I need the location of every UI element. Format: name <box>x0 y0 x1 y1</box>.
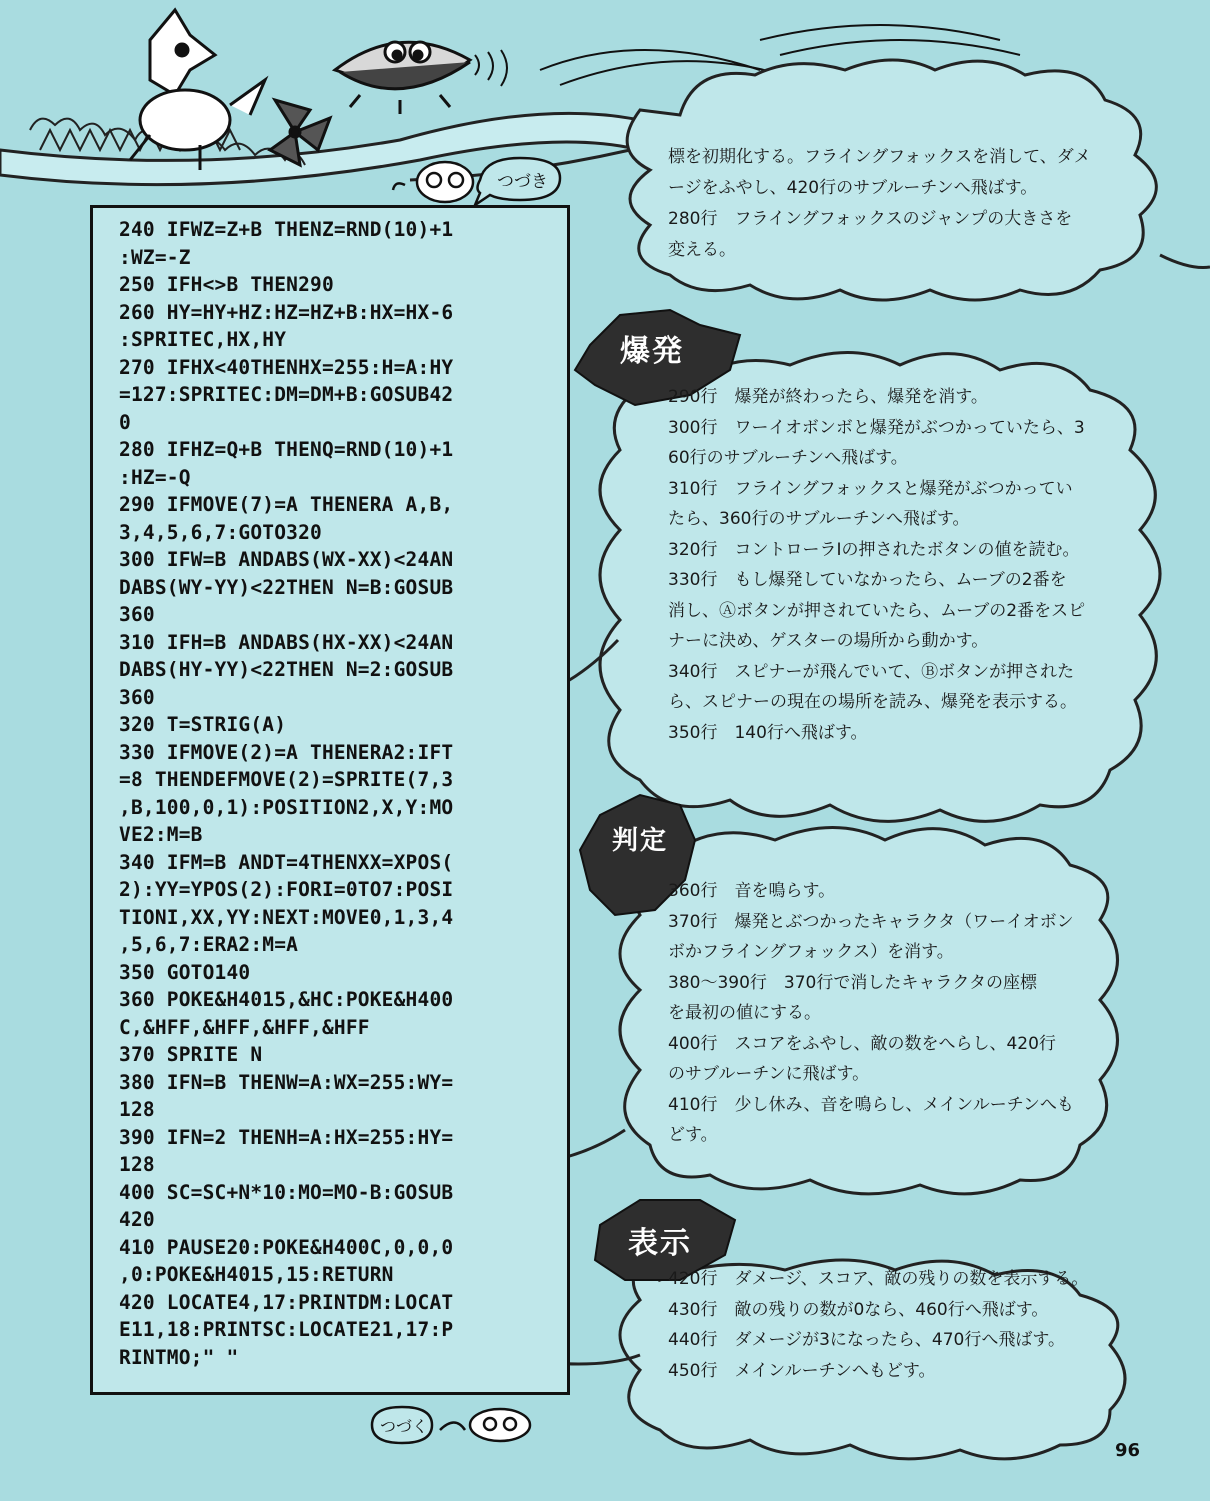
code-line: 330 IFMOVE(2)=A THENERA2:IFT <box>119 740 454 764</box>
code-line: RINTMO;" " <box>119 1345 239 1369</box>
continued-from-tag: つづき <box>497 172 548 192</box>
note-line: 280行 フライングフォックスのジャンプの大きさを <box>668 209 1073 229</box>
code-line: E11,18:PRINTSC:LOCATE21,17:P <box>119 1318 454 1341</box>
code-line: 320 T=STRIG(A) <box>119 713 287 736</box>
code-line: 360 POKE&H4015,&HC:POKE&H400 <box>119 988 454 1011</box>
code-line: 360 <box>119 603 155 626</box>
badge-hyouji: 表示 <box>628 1226 692 1261</box>
note-line: 420行 ダメージ、スコア、敵の残りの数を表示する。 <box>668 1269 1089 1289</box>
note-line: 360行 音を鳴らす。 <box>668 881 836 901</box>
badge-bakuhatsu: 爆発 <box>620 334 684 369</box>
code-line: 3,4,5,6,7:GOTO320 <box>119 520 322 544</box>
note-line: 310行 フライングフォックスと爆発がぶつかってい <box>668 478 1073 499</box>
code-line: VE2:M=B <box>119 823 203 846</box>
code-line: 350 GOTO140 <box>119 960 251 984</box>
code-line: 340 IFM=B ANDT=4THENXX=XPOS( <box>119 850 454 874</box>
code-line: 0 <box>119 410 131 434</box>
code-line: 128 <box>119 1153 155 1176</box>
code-line: 310 IFH=B ANDABS(HX-XX)<24AN <box>119 630 454 654</box>
code-line: 410 PAUSE20:POKE&H400C,0,0,0 <box>119 1235 454 1259</box>
note-line: 330行 もし爆発していなかったら、ムーブの2番を <box>668 570 1067 590</box>
code-line: 128 <box>119 1098 155 1121</box>
code-line: 420 <box>119 1208 155 1231</box>
note-line: 410行 少し休み、音を鳴らし、メインルーチンへも <box>668 1094 1074 1115</box>
code-line: ,B,100,0,1):POSITION2,X,Y:MO <box>119 795 454 819</box>
code-line: ,0:POKE&H4015,15:RETURN <box>119 1263 394 1286</box>
code-line: :HZ=-Q <box>119 465 191 489</box>
note-line: ージをふやし、420行のサブルーチンへ飛ばす。 <box>668 178 1038 198</box>
note-line: 400行 スコアをふやし、敵の数をへらし、420行 <box>668 1033 1056 1054</box>
note-line: たら、360行のサブルーチンへ飛ばす。 <box>668 509 970 529</box>
note-line: 440行 ダメージが3になったら、470行へ飛ばす。 <box>668 1330 1066 1350</box>
note-line: 変える。 <box>668 240 736 260</box>
code-line: 380 IFN=B THENW=A:WX=255:WY= <box>119 1070 454 1094</box>
code-line: 270 IFHX<40THENHX=255:H=A:HY <box>119 355 454 379</box>
code-line: DABS(WY-YY)<22THEN N=B:GOSUB <box>119 575 454 599</box>
code-line: DABS(HY-YY)<22THEN N=2:GOSUB <box>119 658 454 681</box>
page-number: 96 <box>1115 1440 1141 1461</box>
beetle-icon <box>335 42 507 114</box>
note-line: 標を初期化する。フライングフォックスを消して、ダメ <box>668 147 1091 167</box>
code-line: 300 IFW=B ANDABS(WX-XX)<24AN <box>119 548 454 571</box>
code-line: 360 <box>119 685 155 709</box>
snail-icon <box>440 1409 530 1441</box>
badge-hantei: 判定 <box>612 826 669 856</box>
continued-to-tag: つづく <box>380 1417 429 1436</box>
bakuhatsu-note <box>668 382 1085 748</box>
code-line: =127:SPRITEC:DM=DM+B:GOSUB42 <box>119 383 454 406</box>
note-line: のサブルーチンに飛ばす。 <box>668 1064 870 1084</box>
note-line: 320行 コントローラⅠの押されたボタンの値を読む。 <box>668 539 1080 560</box>
code-line: TIONI,XX,YY:NEXT:MOVE0,1,3,4 <box>119 905 454 929</box>
note-line: どす。 <box>668 1125 718 1145</box>
note-line: 430行 敵の残りの数が0なら、460行へ飛ばす。 <box>668 1299 1049 1320</box>
code-line: 390 IFN=2 THENH=A:HX=255:HY= <box>119 1125 454 1149</box>
code-line: =8 THENDEFMOVE(2)=SPRITE(7,3 <box>119 768 454 791</box>
note-line: 380〜390行 370行で消したキャラクタの座標 <box>668 972 1038 993</box>
program-listing <box>90 205 570 1395</box>
note-line: を最初の値にする。 <box>668 1003 821 1023</box>
note-line: 290行 爆発が終わったら、爆発を消す。 <box>668 387 988 407</box>
code-line: 2):YY=YPOS(2):FORI=0TO7:POSI <box>119 878 454 901</box>
note-line: ナーに決め、ゲスターの場所から動かす。 <box>668 631 989 651</box>
hyouji-note <box>668 1264 1088 1386</box>
top-note <box>668 142 1091 266</box>
code-line: :WZ=-Z <box>119 245 191 269</box>
code-line: 400 SC=SC+N*10:MO=MO-B:GOSUB <box>119 1180 454 1204</box>
note-line: 350行 140行へ飛ばす。 <box>668 722 868 743</box>
code-line: 280 IFHZ=Q+B THENQ=RND(10)+1 <box>119 438 454 461</box>
note-line: 300行 ワーイオボンボと爆発がぶつかっていたら、3 <box>668 417 1085 438</box>
code-line: C,&HFF,&HFF,&HFF,&HFF <box>119 1015 370 1039</box>
hantei-note <box>668 876 1074 1151</box>
note-line: ら、スピナーの現在の場所を読み、爆発を表示する。 <box>668 692 1078 712</box>
note-line: 450行 メインルーチンへもどす。 <box>668 1360 936 1381</box>
code-line: 240 IFWZ=Z+B THENZ=RND(10)+1 <box>119 218 454 241</box>
code-line: :SPRITEC,HX,HY <box>119 328 287 351</box>
code-line: 370 SPRITE N <box>119 1043 263 1066</box>
code-line: 420 LOCATE4,17:PRINTDM:LOCAT <box>119 1290 454 1314</box>
code-line: 290 IFMOVE(7)=A THENERA A,B, <box>119 493 454 516</box>
note-line: 340行 スピナーが飛んでいて、Ⓑボタンが押された <box>668 661 1075 682</box>
code-line: 250 IFH<>B THEN290 <box>119 273 334 296</box>
note-line: 370行 爆発とぶつかったキャラクタ（ワーイオボン <box>668 911 1074 932</box>
code-line: ,5,6,7:ERA2:M=A <box>119 933 299 956</box>
code-line: 260 HY=HY+HZ:HZ=HZ+B:HX=HX-6 <box>119 300 454 324</box>
note-line: 消し、Ⓐボタンが押されていたら、ムーブの2番をスピ <box>668 600 1086 621</box>
note-line: ボかフライングフォックス）を消す。 <box>668 942 954 962</box>
owl-icon <box>393 162 473 202</box>
note-line: 60行のサブルーチンへ飛ばす。 <box>668 448 908 468</box>
